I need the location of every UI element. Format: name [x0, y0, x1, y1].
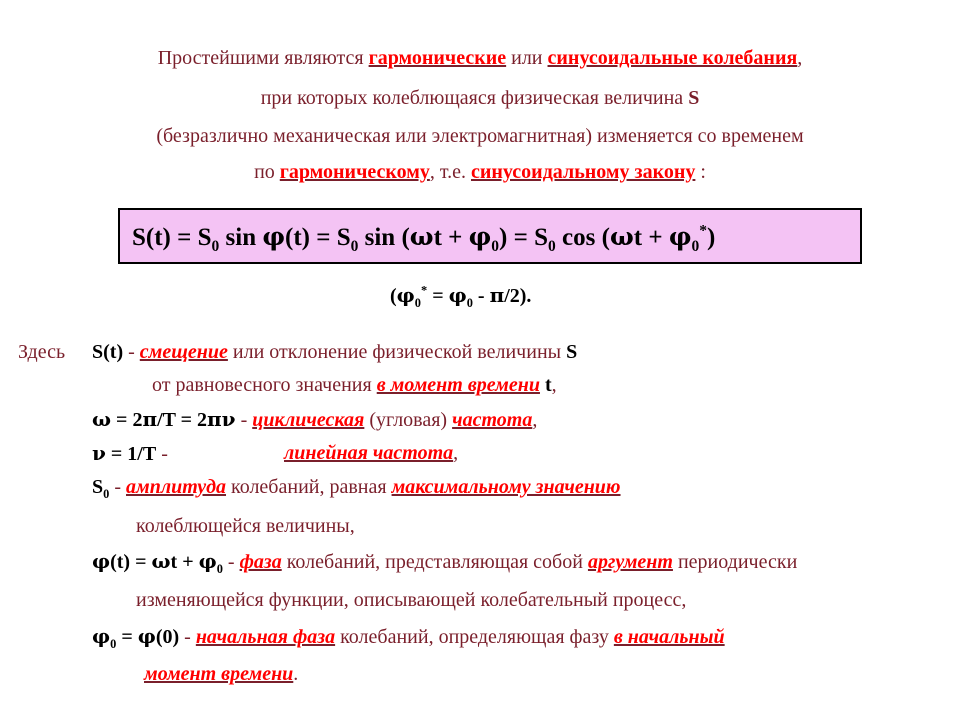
phi-symbol: φ: [668, 222, 692, 251]
phi-symbol: φ: [137, 624, 156, 648]
intro-text: :: [695, 161, 706, 183]
phi-symbol: φ: [92, 549, 111, 573]
term-sinusoidal-law: синусоидальному закону: [470, 161, 696, 183]
def-highlight: циклическая: [252, 409, 365, 431]
note-part: /2).: [504, 285, 532, 307]
intro-text: Простейшими являются: [157, 47, 369, 69]
phi-symbol: φ: [262, 222, 285, 251]
def-highlight: линейная частота: [284, 442, 454, 464]
formula-part: (t) = S: [285, 224, 351, 251]
def-term: /T = 2: [157, 409, 208, 431]
def-linear-frequency-label: [284, 441, 458, 465]
main-formula: [132, 222, 715, 253]
def-term: (t) =: [110, 551, 152, 573]
def-highlight: начальная фаза: [195, 626, 336, 648]
def-text: -: [235, 409, 253, 431]
note-part: (: [390, 285, 397, 307]
def-sub: 0: [103, 487, 110, 501]
term-harmonic-law: гармоническому: [279, 161, 430, 183]
formula-sub: 0: [491, 238, 500, 255]
def-text: ,: [551, 374, 557, 396]
def-text: колебаний, представляющая собой: [281, 551, 588, 573]
formula-part: sin: [219, 224, 263, 251]
def-amplitude: [92, 475, 621, 499]
term-harmonic: гармонические: [368, 47, 507, 69]
formula-part: t +: [433, 224, 469, 251]
def-highlight: амплитуда: [126, 476, 227, 498]
def-text: или отклонение физической величины: [227, 341, 567, 363]
formula-sub: 0: [548, 238, 556, 255]
intro-line-4: [0, 160, 960, 184]
formula-part: cos (: [555, 224, 610, 251]
term-sinusoidal-oscillations: синусоидальные колебания: [547, 47, 798, 69]
def-term: S: [566, 341, 578, 363]
formula-sup: *: [699, 222, 707, 240]
formula-part: t +: [633, 224, 669, 251]
def-amplitude-cont: колеблющейся величины,: [136, 515, 355, 537]
formula-part: ) = S: [499, 224, 549, 251]
formula-sub: 0: [350, 238, 359, 255]
pi-symbol: π: [207, 407, 222, 431]
def-term: = 2: [111, 409, 143, 431]
def-highlight: смещение: [139, 341, 228, 363]
def-highlight: в момент времени: [376, 374, 540, 396]
def-term: (0): [155, 626, 180, 648]
formula-sub: 0: [211, 238, 220, 255]
def-term: t +: [170, 551, 199, 573]
def-text: (угловая): [364, 409, 453, 431]
intro-line-3: (безразлично механическая или электромагнитная) изменяется со временем: [156, 125, 804, 147]
def-term: S: [92, 476, 104, 498]
def-text: периодически: [672, 551, 798, 573]
note-part: =: [427, 285, 449, 307]
note-sub: 0: [466, 296, 473, 310]
def-initial-phase: [92, 624, 725, 649]
formula-part: ): [706, 224, 716, 251]
def-displacement-cont: [152, 373, 557, 397]
def-text: ,: [453, 442, 459, 464]
def-term: = 1/T: [105, 443, 157, 465]
def-text: колебаний, равная: [226, 476, 392, 498]
intro-text: или: [506, 47, 548, 69]
note-part: -: [472, 285, 490, 307]
formula-part: S(t) = S: [132, 224, 212, 251]
omega-symbol: ω: [151, 549, 171, 573]
def-sub: 0: [216, 562, 223, 576]
phi-symbol: φ: [396, 283, 415, 307]
intro-text: по: [254, 161, 280, 183]
nu-symbol: ν: [92, 441, 106, 465]
def-initial-phase-cont: [144, 662, 298, 686]
def-highlight: частота: [452, 409, 533, 431]
intro-line-1: [0, 46, 960, 70]
def-term: =: [116, 626, 138, 648]
omega-symbol: ω: [409, 222, 434, 251]
def-text: колебаний, определяющая фазу: [335, 626, 614, 648]
def-phase-cont: изменяющейся функции, описывающей колебательный процесс,: [136, 589, 687, 611]
omega-symbol: ω: [609, 222, 634, 251]
intro-line-2: [0, 86, 960, 110]
formula-part: sin (: [358, 224, 410, 251]
def-text: -: [222, 551, 240, 573]
note-sup: *: [420, 283, 428, 298]
def-highlight: максимальному значению: [391, 476, 621, 498]
def-cyclic-frequency: [92, 407, 537, 432]
intro-text: , т.е.: [429, 161, 471, 183]
phi-symbol: φ: [448, 283, 467, 307]
intro-text: при которых колеблющаяся физическая величина: [260, 87, 689, 109]
note-sub: 0: [414, 296, 421, 310]
def-highlight: аргумент: [587, 551, 673, 573]
def-term: S(t): [92, 341, 124, 363]
def-linear-frequency: [92, 441, 168, 466]
main-formula-box: [118, 208, 862, 264]
def-highlight: фаза: [239, 551, 282, 573]
pi-symbol: π: [489, 283, 505, 307]
pi-symbol: π: [142, 407, 158, 431]
def-text: от равновесного значения: [152, 374, 377, 396]
def-text: .: [293, 663, 299, 685]
phase-relation-note: [390, 283, 531, 308]
omega-symbol: ω: [92, 407, 112, 431]
label-zdes: Здесь: [18, 341, 66, 363]
phi-symbol: φ: [468, 222, 492, 251]
def-phase: [92, 549, 797, 574]
def-highlight: момент времени: [144, 663, 294, 685]
formula-sub: 0: [691, 238, 700, 255]
def-highlight: в начальный: [613, 626, 725, 648]
phi-symbol: φ: [92, 624, 111, 648]
intro-text: ,: [797, 47, 803, 69]
phi-symbol: φ: [198, 549, 217, 573]
def-text: -: [109, 476, 126, 498]
def-text: -: [179, 626, 196, 648]
quantity-s: S: [688, 87, 700, 109]
def-text: ,: [532, 409, 538, 431]
def-text: -: [156, 443, 168, 465]
nu-symbol: ν: [221, 407, 236, 431]
def-term: t: [539, 374, 552, 396]
def-displacement: [92, 340, 577, 364]
def-sub: 0: [110, 637, 117, 651]
def-text: -: [123, 341, 140, 363]
